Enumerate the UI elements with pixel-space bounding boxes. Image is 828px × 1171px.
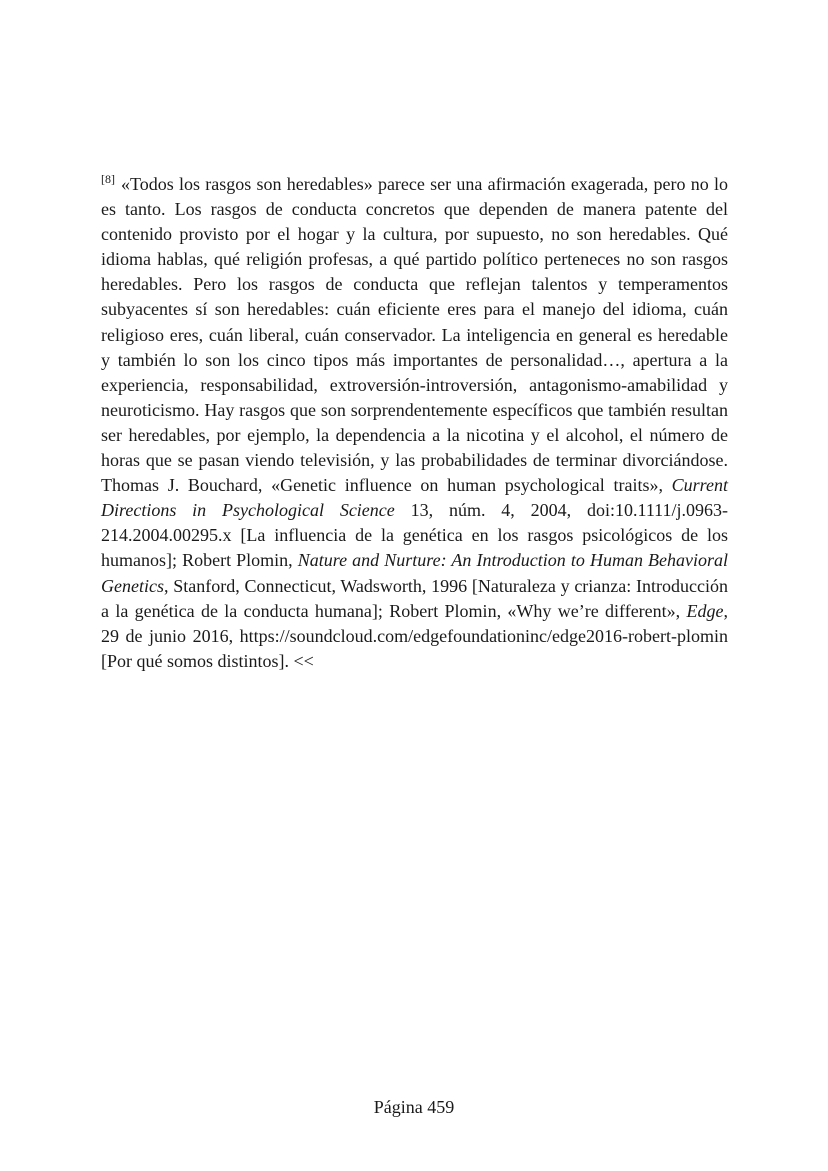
footnote-text-part-1: «Todos los rasgos son heredables» parece ser una afirmación exagerada, pero no lo es tanto. Los rasgos de conducta concretos que dependen de manera patente del contenido provisto por el hogar y la cultura, por supuesto, no son heredables. Qué idioma hablas, qué religión profesas, a qué partido político perteneces no son rasgos heredables. Pero los rasgos de conducta que reflejan talentos y temperamentos subyacentes sí son heredables: cuán eficiente eres para el manejo del idioma, cuán religioso eres, cuán liberal, cuán conservador. La inteligencia en general es heredable y también lo son los cinco tipos más importantes de personalidad…, apertura a la experiencia, responsabilidad, extroversión-introversión, antagonismo-amabilidad y neuroticismo. Hay rasgos que son sorprendentemente específicos que también resultan ser heredables, por ejemplo, la dependencia a la nicotina y el alcohol, el número de horas que se pasan viendo televisión, y las probabilidades de terminar divorciándose. Thomas J. Bouchard, «Genetic influence on human psychological traits»,: [101, 174, 728, 496]
footnote-reference[interactable]: [8]: [101, 172, 115, 186]
page-number: Página 459: [373, 1097, 455, 1117]
journal-title: Current Directions in Psychological Science: [101, 475, 728, 521]
footnote-text-part-3: , Stanford, Connecticut, Wadsworth, 1996 [Naturaleza y crianza: Introducción a la genética de la conducta humana]; Robert Plomin, «Why we’re different»,: [101, 575, 728, 621]
publication-title-edge: Edge: [686, 600, 724, 621]
footnote-text-part-2: 13, núm. 4, 2004, doi:10.1111/j.0963-214.2004.00295.x [La influencia de la genética en los rasgos psicológicos de los humanos]; Robert Plomin,: [101, 500, 728, 571]
footnote: [101, 172, 728, 674]
back-link[interactable]: <<: [293, 650, 314, 671]
footnote-text-part-4: , 29 de junio 2016, https://soundcloud.com/edgefoundationinc/edge2016-robert-plomin [Por qué somos distintos].: [101, 600, 728, 671]
book-title: Nature and Nurture: An Introduction to Human Behavioral Genetics: [101, 550, 729, 596]
